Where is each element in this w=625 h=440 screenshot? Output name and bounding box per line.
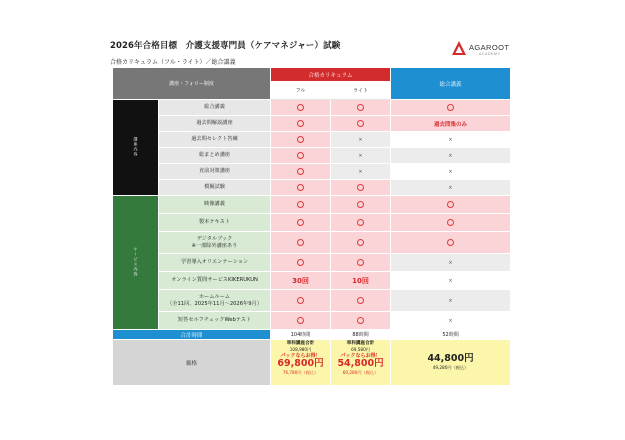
total-hours-label: 合計時間 <box>113 330 271 340</box>
general-cell <box>391 180 511 196</box>
general-cell <box>391 164 511 180</box>
circle-mark-icon <box>297 297 304 304</box>
circle-mark-icon <box>297 104 304 111</box>
light-cell <box>331 116 391 132</box>
circle-mark-icon <box>297 259 304 266</box>
pack-price: 54,800円 <box>337 358 384 370</box>
table-row <box>113 312 511 330</box>
pack-price: 69,800円 <box>277 358 324 370</box>
cross-mark: × <box>448 317 453 324</box>
circle-mark-icon <box>447 104 454 111</box>
table-row <box>113 254 511 272</box>
light-cell <box>331 164 391 180</box>
table-row <box>113 214 511 232</box>
circle-mark-icon <box>357 297 364 304</box>
single-course-label: 単科講座合計 <box>286 341 315 346</box>
circle-mark-icon <box>447 219 454 226</box>
group-label: サービス内容 <box>133 247 139 277</box>
general-cell <box>391 132 511 148</box>
row-label: 映像講義 <box>159 196 271 214</box>
light-cell <box>331 132 391 148</box>
table-row <box>113 232 511 254</box>
row-label: 短答セルフチェックWebテスト <box>159 312 271 330</box>
cross-mark: × <box>448 152 453 159</box>
circle-mark-icon <box>357 201 364 208</box>
price-label: 価格 <box>113 340 271 386</box>
table-row <box>113 180 511 196</box>
cell-note: 過去問集のみ <box>434 121 468 128</box>
full-cell <box>271 116 331 132</box>
cross-mark: × <box>448 297 453 304</box>
full-cell <box>271 180 331 196</box>
total-hours-light: 88時間 <box>331 330 391 340</box>
total-hours-row <box>113 330 511 340</box>
light-cell <box>331 232 391 254</box>
light-cell <box>331 272 391 290</box>
row-label: 総まとめ講座 <box>159 148 271 164</box>
row-label: 学習導入オリエンテーション <box>159 254 271 272</box>
cross-mark: × <box>358 168 363 175</box>
row-label: 直前対策講座 <box>159 164 271 180</box>
cross-mark: × <box>448 184 453 191</box>
general-price: 44,800円 <box>427 353 474 365</box>
circle-mark-icon <box>357 239 364 246</box>
general-cell <box>391 272 511 290</box>
pack-deal-label: パックならお得！ <box>340 352 381 359</box>
cross-mark: × <box>448 136 453 143</box>
light-cell <box>331 254 391 272</box>
general-cell <box>391 214 511 232</box>
pack-price-tax: 60,280円（税込） <box>342 369 379 375</box>
full-cell <box>271 232 331 254</box>
circle-mark-icon <box>297 136 304 143</box>
header-curriculum: 合格カリキュラム <box>271 68 391 82</box>
row-label: 総合講義 <box>159 100 271 116</box>
logo-tagline: ACADEMY <box>479 52 501 56</box>
row-label: オンライン質問サービスKIKERUKUN <box>159 272 271 290</box>
total-hours-full: 104時間 <box>271 330 331 340</box>
general-cell <box>391 254 511 272</box>
light-cell <box>331 312 391 330</box>
header-general-lecture: 総合講義 <box>391 68 511 100</box>
circle-mark-icon <box>297 201 304 208</box>
light-cell <box>331 290 391 312</box>
circle-mark-icon <box>447 201 454 208</box>
full-cell <box>271 254 331 272</box>
general-cell <box>391 290 511 312</box>
row-label: デジタルブック ※一部除外講座あり <box>159 232 271 254</box>
header-light: ライト <box>331 82 391 100</box>
pack-price-tax: 76,780円（税込） <box>282 369 319 375</box>
single-course-label: 単科講座合計 <box>346 341 375 346</box>
corner-header: 講座・フォロー制度 <box>113 68 271 100</box>
price-general <box>391 340 511 386</box>
question-count: 10回 <box>352 276 369 285</box>
light-cell <box>331 148 391 164</box>
full-cell <box>271 272 331 290</box>
row-label: 製本テキスト <box>159 214 271 232</box>
general-price-tax: 49,280円（税込） <box>432 364 469 370</box>
circle-mark-icon <box>447 239 454 246</box>
price-row <box>113 340 511 386</box>
table-row <box>113 148 511 164</box>
circle-mark-icon <box>297 168 304 175</box>
general-cell <box>391 312 511 330</box>
row-label: 過去問解説講座 <box>159 116 271 132</box>
table-row <box>113 272 511 290</box>
circle-mark-icon <box>357 104 364 111</box>
cross-mark: × <box>448 168 453 175</box>
circle-mark-icon <box>357 219 364 226</box>
plan-comparison-table <box>112 67 511 386</box>
pack-deal-label: パックならお得！ <box>280 352 321 359</box>
group-label: 講座内容 <box>133 137 139 157</box>
single-course-value: 108,980円 <box>289 346 312 352</box>
circle-mark-icon <box>297 219 304 226</box>
question-count: 30回 <box>292 276 309 285</box>
light-cell <box>331 180 391 196</box>
full-cell <box>271 164 331 180</box>
full-cell <box>271 290 331 312</box>
circle-mark-icon <box>297 239 304 246</box>
group-service-content <box>113 196 159 330</box>
light-cell <box>331 100 391 116</box>
table-row <box>113 164 511 180</box>
circle-mark-icon <box>357 317 364 324</box>
light-cell <box>331 196 391 214</box>
circle-mark-icon <box>357 184 364 191</box>
price-full <box>271 340 331 386</box>
circle-mark-icon <box>297 184 304 191</box>
row-label: 過去問セレクト答練 <box>159 132 271 148</box>
general-cell <box>391 196 511 214</box>
table-row <box>113 196 511 214</box>
table-row <box>113 290 511 312</box>
agaroot-logo-icon <box>451 40 467 56</box>
brand-logo <box>451 40 521 62</box>
circle-mark-icon <box>297 152 304 159</box>
full-cell <box>271 100 331 116</box>
cross-mark: × <box>358 152 363 159</box>
total-hours-general: 52時間 <box>391 330 511 340</box>
full-cell <box>271 196 331 214</box>
header-full: フル <box>271 82 331 100</box>
general-cell <box>391 100 511 116</box>
group-lecture-content <box>113 100 159 196</box>
general-cell <box>391 232 511 254</box>
table-row <box>113 100 511 116</box>
logo-name: AGAROOT <box>469 43 510 52</box>
circle-mark-icon <box>297 317 304 324</box>
general-cell <box>391 116 511 132</box>
page-title: 2026年合格目標 介護支援専門員（ケアマネジャー）試験 <box>110 41 341 51</box>
general-cell <box>391 148 511 164</box>
price-light <box>331 340 391 386</box>
cross-mark: × <box>448 277 453 284</box>
circle-mark-icon <box>357 120 364 127</box>
full-cell <box>271 148 331 164</box>
cross-mark: × <box>358 136 363 143</box>
light-cell <box>331 214 391 232</box>
single-course-value: 69,580円 <box>351 346 370 352</box>
table-row <box>113 132 511 148</box>
circle-mark-icon <box>357 259 364 266</box>
full-cell <box>271 214 331 232</box>
full-cell <box>271 132 331 148</box>
page-subtitle: 合格カリキュラム（フル・ライト）／総合講義 <box>110 59 236 66</box>
cross-mark: × <box>448 259 453 266</box>
table-row <box>113 116 511 132</box>
full-cell <box>271 312 331 330</box>
row-label: ホームルーム （全11回、2025年11月～2026年9月） <box>159 290 271 312</box>
row-label: 模擬試験 <box>159 180 271 196</box>
circle-mark-icon <box>297 120 304 127</box>
